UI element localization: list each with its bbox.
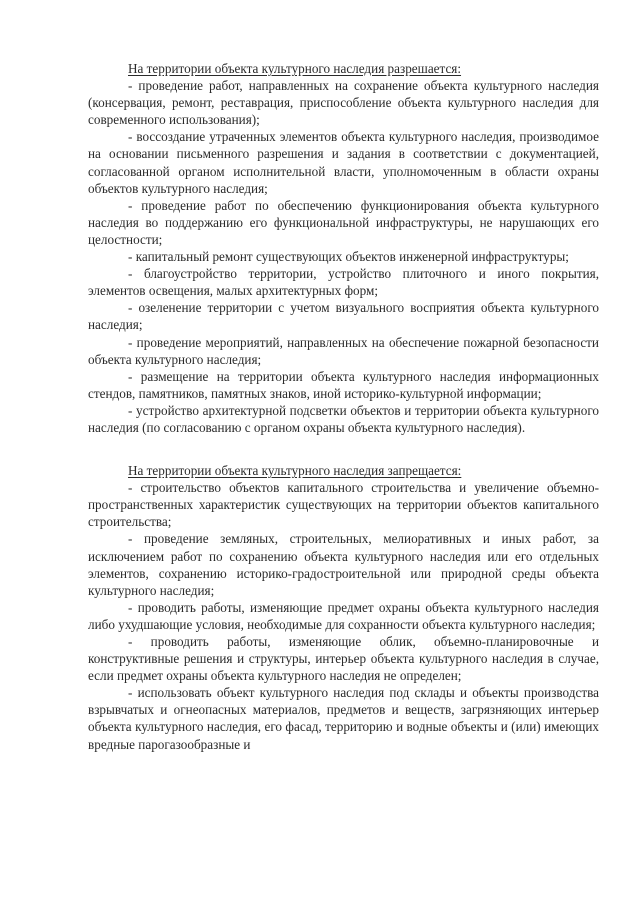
permitted-item: - проведение мероприятий, направленных на обеспечение пожарной безопасности объекта культурного наследия;: [88, 334, 599, 367]
permitted-item: - воссоздание утраченных элементов объекта культурного наследия, производимое на основании письменного разрешения и задания в соответствии с документацией, согласованной органом исполнительной власти, уполномоченным в области охраны объектов культурного наследия;: [88, 129, 599, 196]
permitted-section: [88, 60, 599, 436]
prohibited-item: - проводить работы, изменяющие облик, объемно-планировочные и конструктивные решения и структуры, интерьер объекта культурного наследия в случае, если предмет охраны объекта культурного наследия не определен;: [88, 634, 599, 684]
prohibited-item: - использовать объект культурного наследия под склады и объекты производства взрывчатых и огнеопасных материалов, предметов и веществ, загрязняющих интерьер объекта культурного наследия, его фасад, территорию и водные объекты и (или) имеющих вредные парогазообразные и: [88, 685, 599, 752]
permitted-item: - проведение работ по обеспечению функционирования объекта культурного наследия во поддержанию его функциональной инфраструктуры, не нарушающих его целостности;: [88, 197, 599, 247]
permitted-item: - размещение на территории объекта культурного наследия информационных стендов, памятников, памятных знаков, иной историко-культурной информации;: [88, 368, 599, 401]
prohibited-section: [88, 462, 599, 753]
prohibited-item: - строительство объектов капитального строительства и увеличение объемно-пространственных характеристик существующих на территории объектов капитального строительства;: [88, 480, 599, 530]
permitted-item: - благоустройство территории, устройство плиточного и иного покрытия, элементов освещения, малых архитектурных форм;: [88, 266, 599, 299]
prohibited-item: - проведение земляных, строительных, мелиоративных и иных работ, за исключением работ по сохранению объекта культурного наследия или его отдельных элементов, сохранению историко-градостроительной или природной среды объекта культурного наследия;: [88, 531, 599, 598]
permitted-item: - устройство архитектурной подсветки объектов и территории объекта культурного наследия (по согласованию с органом охраны объекта культурного наследия).: [88, 402, 599, 435]
prohibited-heading: На территории объекта культурного наследия запрещается:: [128, 463, 462, 479]
permitted-item: - озеленение территории с учетом визуального восприятия объекта культурного наследия;: [88, 300, 599, 333]
permitted-item: - капитальный ремонт существующих объектов инженерной инфраструктуры;: [128, 249, 569, 265]
prohibited-item: - проводить работы, изменяющие предмет охраны объекта культурного наследия либо ухудшающие условия, необходимые для сохранности объекта культурного наследия;: [88, 599, 599, 632]
permitted-heading: На территории объекта культурного наследия разрешается:: [128, 61, 462, 76]
document-page: [88, 60, 599, 753]
permitted-item: - проведение работ, направленных на сохранение объекта культурного наследия (консервация, ремонт, реставрация, приспособление объекта культурного наследия для современного использования);: [88, 78, 599, 128]
